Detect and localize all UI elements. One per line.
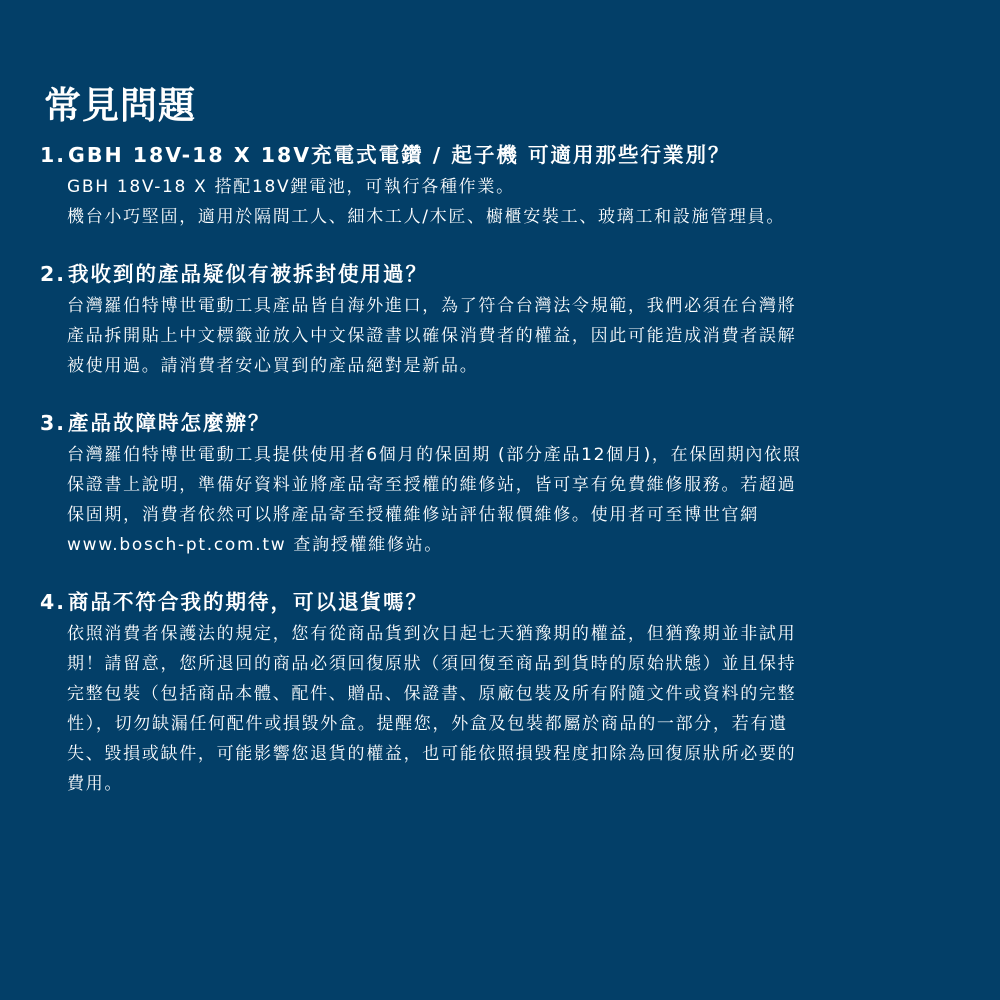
faq-question-3	[40, 406, 960, 440]
answer-line: 機台小巧堅固，適用於隔間工人、細木工人/木匠、櫥櫃安裝工、玻璃工和設施管理員。	[67, 207, 786, 227]
answer-line: 保證書上說明，準備好資料並將產品寄至授權的維修站，皆可享有免費維修服務。若超過	[67, 475, 797, 495]
faq-answer-2	[67, 291, 960, 381]
answer-line: 失、毀損或缺件，可能影響您退貨的權益，也可能依照損毀程度扣除為回復原狀所必要的	[67, 744, 797, 764]
question-text: 商品不符合我的期待，可以退貨嗎？	[68, 590, 428, 614]
faq-answer-4	[67, 619, 960, 799]
question-text: GBH 18V-18 X 18V充電式電鑽 / 起子機 可適用那些行業別？	[68, 143, 731, 167]
question-text: 我收到的產品疑似有被拆封使用過？	[68, 262, 428, 286]
faq-item-3	[40, 406, 960, 560]
answer-line: 完整包裝（包括商品本體、配件、贈品、保證書、原廠包裝及所有附隨文件或資料的完整	[67, 684, 797, 704]
answer-line: 性），切勿缺漏任何配件或損毀外盒。提醒您，外盒及包裝都屬於商品的一部分，若有遺	[67, 714, 788, 734]
question-number: 3.	[40, 411, 67, 435]
answer-line: 台灣羅伯特博世電動工具產品皆自海外進口，為了符合台灣法令規範，我們必須在台灣將	[67, 296, 797, 316]
answer-line: 被使用過。請消費者安心買到的產品絕對是新品。	[67, 356, 479, 376]
faq-item-1	[40, 138, 960, 232]
answer-line: 產品拆開貼上中文標籤並放入中文保證書以確保消費者的權益，因此可能造成消費者誤解	[67, 326, 797, 346]
faq-question-4	[40, 585, 960, 619]
question-text: 產品故障時怎麼辦？	[68, 411, 271, 435]
faq-question-2	[40, 257, 960, 291]
faq-item-4	[40, 585, 960, 799]
answer-line: 保固期，消費者依然可以將產品寄至授權維修站評估報價維修。使用者可至博世官網	[67, 505, 759, 525]
faq-answer-1	[67, 172, 960, 232]
question-number: 4.	[40, 590, 67, 614]
page-title: 常見問題	[44, 84, 196, 127]
faq-list	[40, 138, 960, 799]
answer-line: 費用。	[67, 774, 124, 794]
answer-line: www.bosch-pt.com.tw 查詢授權維修站。	[67, 535, 444, 555]
faq-answer-3	[67, 440, 960, 560]
faq-item-2	[40, 257, 960, 381]
question-number: 2.	[40, 262, 67, 286]
answer-line: 依照消費者保護法的規定，您有從商品貨到次日起七天猶豫期的權益，但猶豫期並非試用	[67, 624, 797, 644]
answer-line: 台灣羅伯特博世電動工具提供使用者6個月的保固期 (部分產品12個月)，在保固期內依照	[67, 445, 802, 465]
answer-line: 期！請留意，您所退回的商品必須回復原狀（須回復至商品到貨時的原始狀態）並且保持	[67, 654, 797, 674]
faq-question-1	[40, 138, 960, 172]
question-number: 1.	[40, 143, 67, 167]
answer-line: GBH 18V-18 X 搭配18V鋰電池，可執行各種作業。	[67, 177, 515, 197]
